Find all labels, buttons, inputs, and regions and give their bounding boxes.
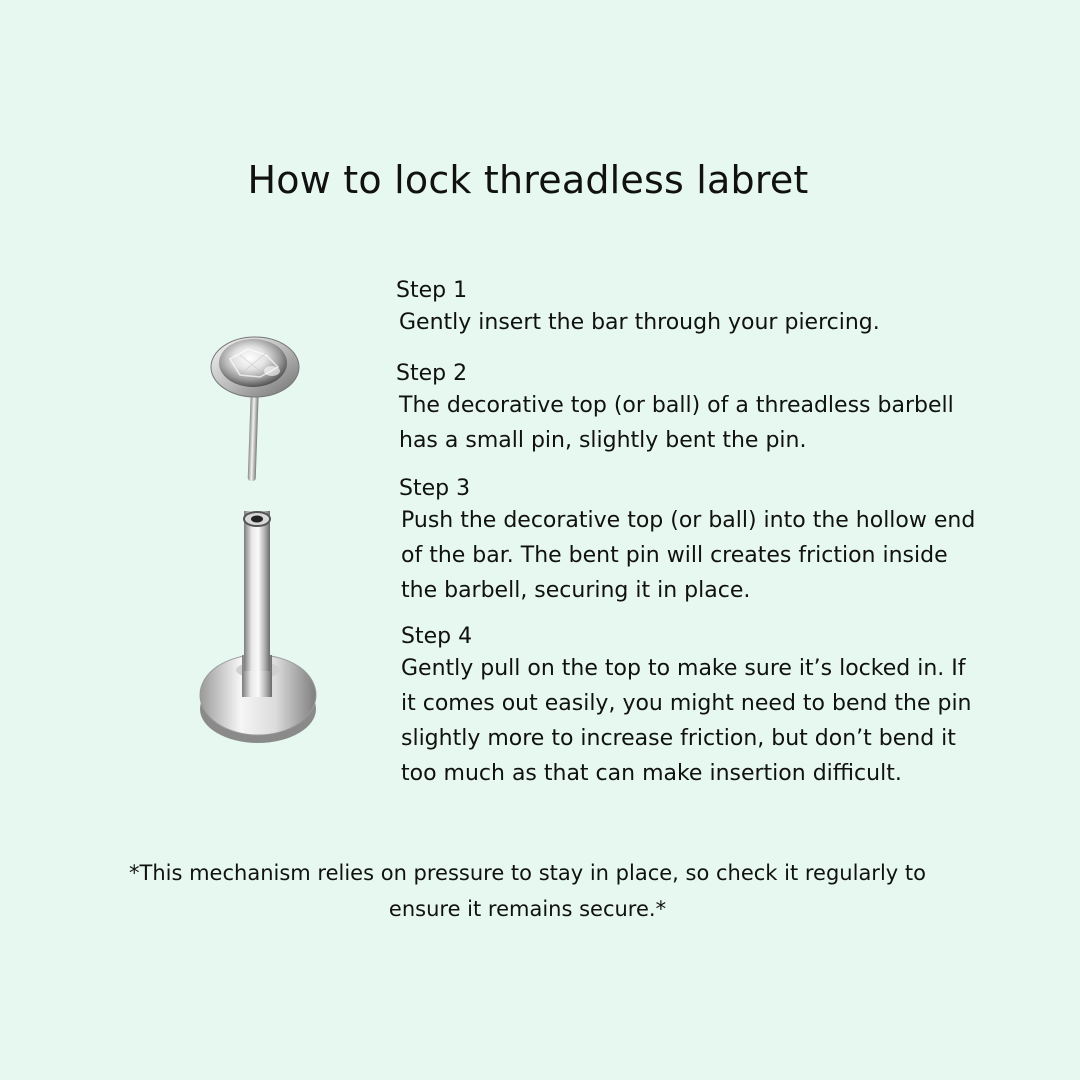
step-text: Gently pull on the top to make sure it’s locked in. If it comes out easily, you might need to bend the pin slightly more to increase friction, but don’t bend it too much as that can make insertion difficult.	[401, 656, 972, 786]
step-text: Gently insert the bar through your piercing.	[399, 310, 880, 335]
step-label: Step 3	[399, 476, 471, 501]
step-label: Step 4	[401, 624, 473, 649]
gem-stone	[219, 339, 287, 387]
step-text: Push the decorative top (or ball) into the hollow end of the bar. The bent pin will creates friction inside the barbell, securing it in place.	[401, 508, 976, 603]
step-text: The decorative top (or ball) of a threadless barbell has a small pin, slightly bent the pin.	[399, 393, 954, 453]
threadless-labret-illustration	[190, 325, 330, 755]
step-4	[401, 623, 1041, 791]
step-label: Step 1	[396, 278, 468, 303]
bent-pin	[248, 385, 259, 481]
step-3	[399, 475, 1039, 608]
decorative-top	[211, 337, 299, 481]
footnote: *This mechanism relies on pressure to stay in place, so check it regularly to ensure it remains secure.*	[129, 861, 926, 921]
page-title: How to lock threadless labret	[247, 158, 809, 202]
step-2	[396, 360, 1016, 458]
labret-post	[200, 511, 316, 743]
step-1	[396, 277, 1016, 340]
step-label: Step 2	[396, 361, 468, 386]
hollow-post	[244, 511, 270, 671]
